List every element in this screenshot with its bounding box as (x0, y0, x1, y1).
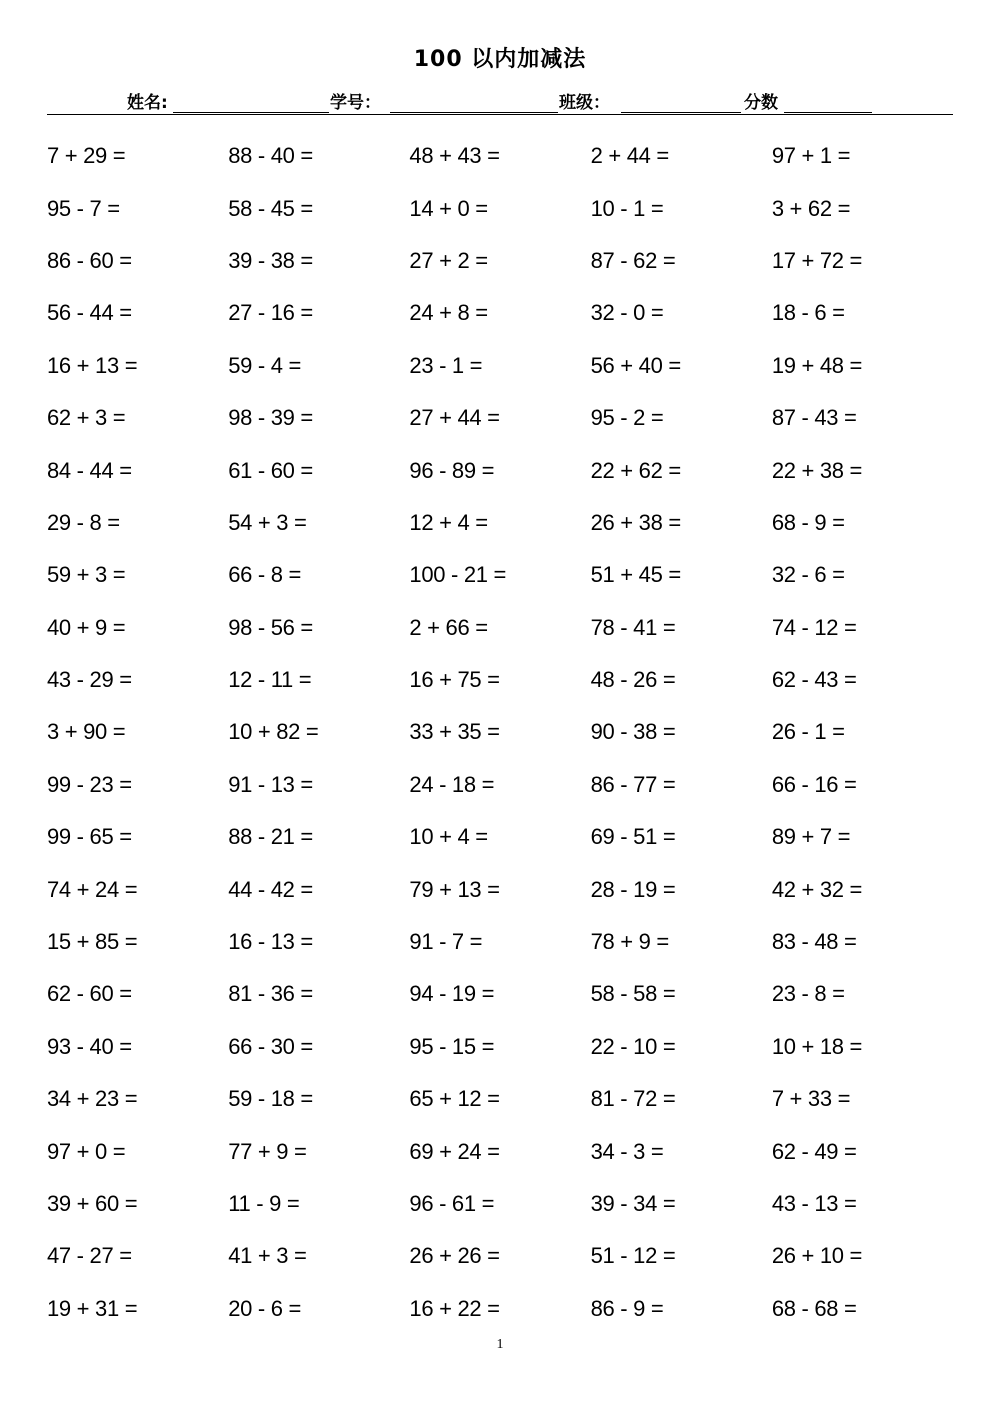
problem-row (47, 1178, 953, 1230)
problem-item: 15 + 85 = (47, 929, 138, 955)
problem-item: 12 + 4 = (409, 509, 488, 535)
problem-item: 48 - 26 = (590, 667, 676, 693)
problem-item: 14 + 0 = (409, 195, 488, 221)
problem-item: 99 - 65 = (47, 824, 132, 850)
problem-item: 3 + 62 = (771, 195, 851, 221)
problem-item: 2 + 44 = (590, 143, 669, 169)
problem-item: 22 - 10 = (590, 1033, 676, 1059)
problem-item: 62 - 60 = (47, 981, 132, 1007)
problem-item: 62 - 43 = (771, 667, 857, 693)
problem-item: 3 + 90 = (47, 719, 126, 745)
problem-item: 16 + 22 = (409, 1295, 500, 1321)
problem-item: 86 - 9 = (590, 1295, 664, 1321)
problem-item: 51 + 45 = (590, 562, 681, 588)
problem-item: 97 + 0 = (47, 1138, 126, 1164)
problem-item: 69 + 24 = (409, 1138, 500, 1164)
problem-item: 28 - 19 = (590, 876, 676, 902)
problem-item: 39 + 60 = (47, 1191, 138, 1216)
problem-item: 51 - 12 = (590, 1243, 676, 1269)
score-label: 分数 (744, 93, 778, 113)
problem-row (47, 549, 953, 601)
problem-item: 62 + 3 = (47, 405, 126, 431)
problem-row (47, 916, 953, 968)
problem-row (47, 602, 953, 654)
student-id-blank[interactable] (390, 96, 558, 113)
problem-item: 100 - 21 = (409, 562, 507, 588)
problem-item: 32 - 0 = (590, 300, 664, 326)
problem-row (47, 968, 953, 1020)
problem-item: 40 + 9 = (47, 614, 126, 640)
problem-item: 16 + 75 = (409, 667, 500, 693)
problem-item: 42 + 32 = (771, 876, 863, 902)
problem-item: 22 + 38 = (771, 457, 863, 483)
problem-item: 96 - 89 = (409, 457, 495, 483)
problem-item: 91 - 7 = (409, 929, 483, 955)
problem-item: 43 - 13 = (771, 1191, 857, 1216)
problem-item: 32 - 6 = (771, 562, 845, 588)
problem-row (47, 759, 953, 811)
class-blank[interactable] (621, 96, 741, 113)
problem-item: 43 - 29 = (47, 667, 132, 693)
problem-item: 81 - 72 = (590, 1086, 676, 1112)
problem-item: 88 - 40 = (228, 143, 313, 169)
score-blank[interactable] (784, 96, 872, 113)
problem-item: 66 - 8 = (228, 562, 302, 588)
problem-item: 23 - 1 = (409, 352, 483, 378)
problem-item: 83 - 48 = (771, 929, 857, 955)
problem-item: 26 + 38 = (590, 509, 681, 535)
problem-item: 95 - 7 = (47, 195, 120, 221)
problem-item: 54 + 3 = (228, 509, 307, 535)
problem-item: 59 - 4 = (228, 352, 302, 378)
problem-item: 29 - 8 = (47, 509, 120, 535)
problem-item: 81 - 36 = (228, 981, 313, 1007)
problem-item: 96 - 61 = (409, 1191, 495, 1216)
problem-item: 98 - 56 = (228, 614, 313, 640)
problem-item: 39 - 34 = (590, 1191, 676, 1216)
problem-item: 10 + 18 = (771, 1033, 863, 1059)
problem-item: 84 - 44 = (47, 457, 132, 483)
name-label: 姓名: (127, 93, 168, 113)
problem-item: 58 - 45 = (228, 195, 313, 221)
problem-row (47, 444, 953, 496)
problem-item: 58 - 58 = (590, 981, 676, 1007)
problem-item: 19 + 48 = (771, 352, 863, 378)
problem-item: 56 + 40 = (590, 352, 681, 378)
problem-item: 89 + 7 = (771, 824, 851, 850)
problem-item: 11 - 9 = (228, 1191, 300, 1216)
problem-item: 26 - 1 = (771, 719, 845, 745)
problem-item: 26 + 10 = (771, 1243, 863, 1269)
problem-item: 77 + 9 = (228, 1138, 307, 1164)
problem-row (47, 130, 953, 182)
problem-item: 56 - 44 = (47, 300, 132, 326)
problem-item: 17 + 72 = (771, 247, 863, 273)
problem-item: 10 + 4 = (409, 824, 488, 850)
problem-item: 23 - 8 = (771, 981, 845, 1007)
problem-item: 74 + 24 = (47, 876, 138, 902)
problem-row (47, 497, 953, 549)
problem-row (47, 182, 953, 234)
student-id-label: 学号： (330, 93, 381, 113)
problem-item: 95 - 2 = (590, 405, 664, 431)
problem-row (47, 340, 953, 392)
problem-item: 68 - 9 = (771, 509, 845, 535)
problem-item: 19 + 31 = (47, 1295, 138, 1321)
problem-item: 16 - 13 = (228, 929, 313, 955)
problem-row (47, 235, 953, 287)
problem-row (47, 1073, 953, 1125)
problem-item: 47 - 27 = (47, 1243, 132, 1269)
problem-item: 27 + 44 = (409, 405, 500, 431)
problem-item: 12 - 11 = (228, 667, 312, 693)
problem-item: 88 - 21 = (228, 824, 313, 850)
problem-item: 90 - 38 = (590, 719, 676, 745)
problem-row (47, 1021, 953, 1073)
problem-item: 18 - 6 = (771, 300, 845, 326)
problem-item: 22 + 62 = (590, 457, 681, 483)
worksheet-title: 100 以内加减法 (413, 47, 587, 72)
problem-item: 69 - 51 = (590, 824, 676, 850)
problem-item: 39 - 38 = (228, 247, 313, 273)
problem-item: 62 - 49 = (771, 1138, 857, 1164)
problem-item: 61 - 60 = (228, 457, 313, 483)
problem-row (47, 811, 953, 863)
problem-item: 26 + 26 = (409, 1243, 500, 1269)
problem-item: 78 + 9 = (590, 929, 669, 955)
problem-item: 48 + 43 = (409, 143, 500, 169)
problem-item: 87 - 43 = (771, 405, 857, 431)
problem-item: 99 - 23 = (47, 771, 132, 797)
problem-item: 27 + 2 = (409, 247, 488, 273)
problem-item: 2 + 66 = (409, 614, 488, 640)
problem-item: 94 - 19 = (409, 981, 495, 1007)
problem-row (47, 1230, 953, 1282)
problem-grid (47, 130, 953, 1335)
problem-item: 68 - 68 = (771, 1295, 857, 1321)
problem-item: 79 + 13 = (409, 876, 500, 902)
problem-item: 95 - 15 = (409, 1033, 495, 1059)
problem-item: 98 - 39 = (228, 405, 313, 431)
problem-row (47, 1283, 953, 1335)
problem-item: 78 - 41 = (590, 614, 676, 640)
page-number: 1 (496, 1337, 504, 1352)
student-info-line (47, 86, 953, 115)
problem-item: 74 - 12 = (771, 614, 857, 640)
problem-item: 33 + 35 = (409, 719, 500, 745)
problem-item: 66 - 16 = (771, 771, 857, 797)
problem-item: 34 + 23 = (47, 1086, 138, 1112)
problem-row (47, 654, 953, 706)
problem-item: 44 - 42 = (228, 876, 313, 902)
problem-item: 97 + 1 = (771, 143, 851, 169)
problem-item: 65 + 12 = (409, 1086, 500, 1112)
problem-item: 59 + 3 = (47, 562, 126, 588)
problem-item: 59 - 18 = (228, 1086, 313, 1112)
problem-item: 24 - 18 = (409, 771, 495, 797)
problem-item: 7 + 33 = (771, 1086, 851, 1112)
problem-item: 24 + 8 = (409, 300, 488, 326)
problem-row (47, 287, 953, 339)
name-blank[interactable] (173, 96, 329, 113)
problem-row (47, 392, 953, 444)
problem-item: 86 - 60 = (47, 247, 132, 273)
problem-item: 66 - 30 = (228, 1033, 313, 1059)
problem-row (47, 1125, 953, 1177)
problem-item: 41 + 3 = (228, 1243, 307, 1269)
problem-item: 10 - 1 = (590, 195, 664, 221)
problem-row (47, 706, 953, 758)
problem-item: 86 - 77 = (590, 771, 676, 797)
problem-item: 10 + 82 = (228, 719, 319, 745)
problem-item: 34 - 3 = (590, 1138, 664, 1164)
problem-item: 16 + 13 = (47, 352, 138, 378)
problem-item: 91 - 13 = (228, 771, 313, 797)
problem-item: 20 - 6 = (228, 1295, 302, 1321)
problem-item: 93 - 40 = (47, 1033, 132, 1059)
problem-item: 7 + 29 = (47, 143, 126, 169)
problem-item: 87 - 62 = (590, 247, 676, 273)
problem-item: 27 - 16 = (228, 300, 313, 326)
class-label: 班级： (559, 93, 610, 113)
problem-row (47, 863, 953, 915)
